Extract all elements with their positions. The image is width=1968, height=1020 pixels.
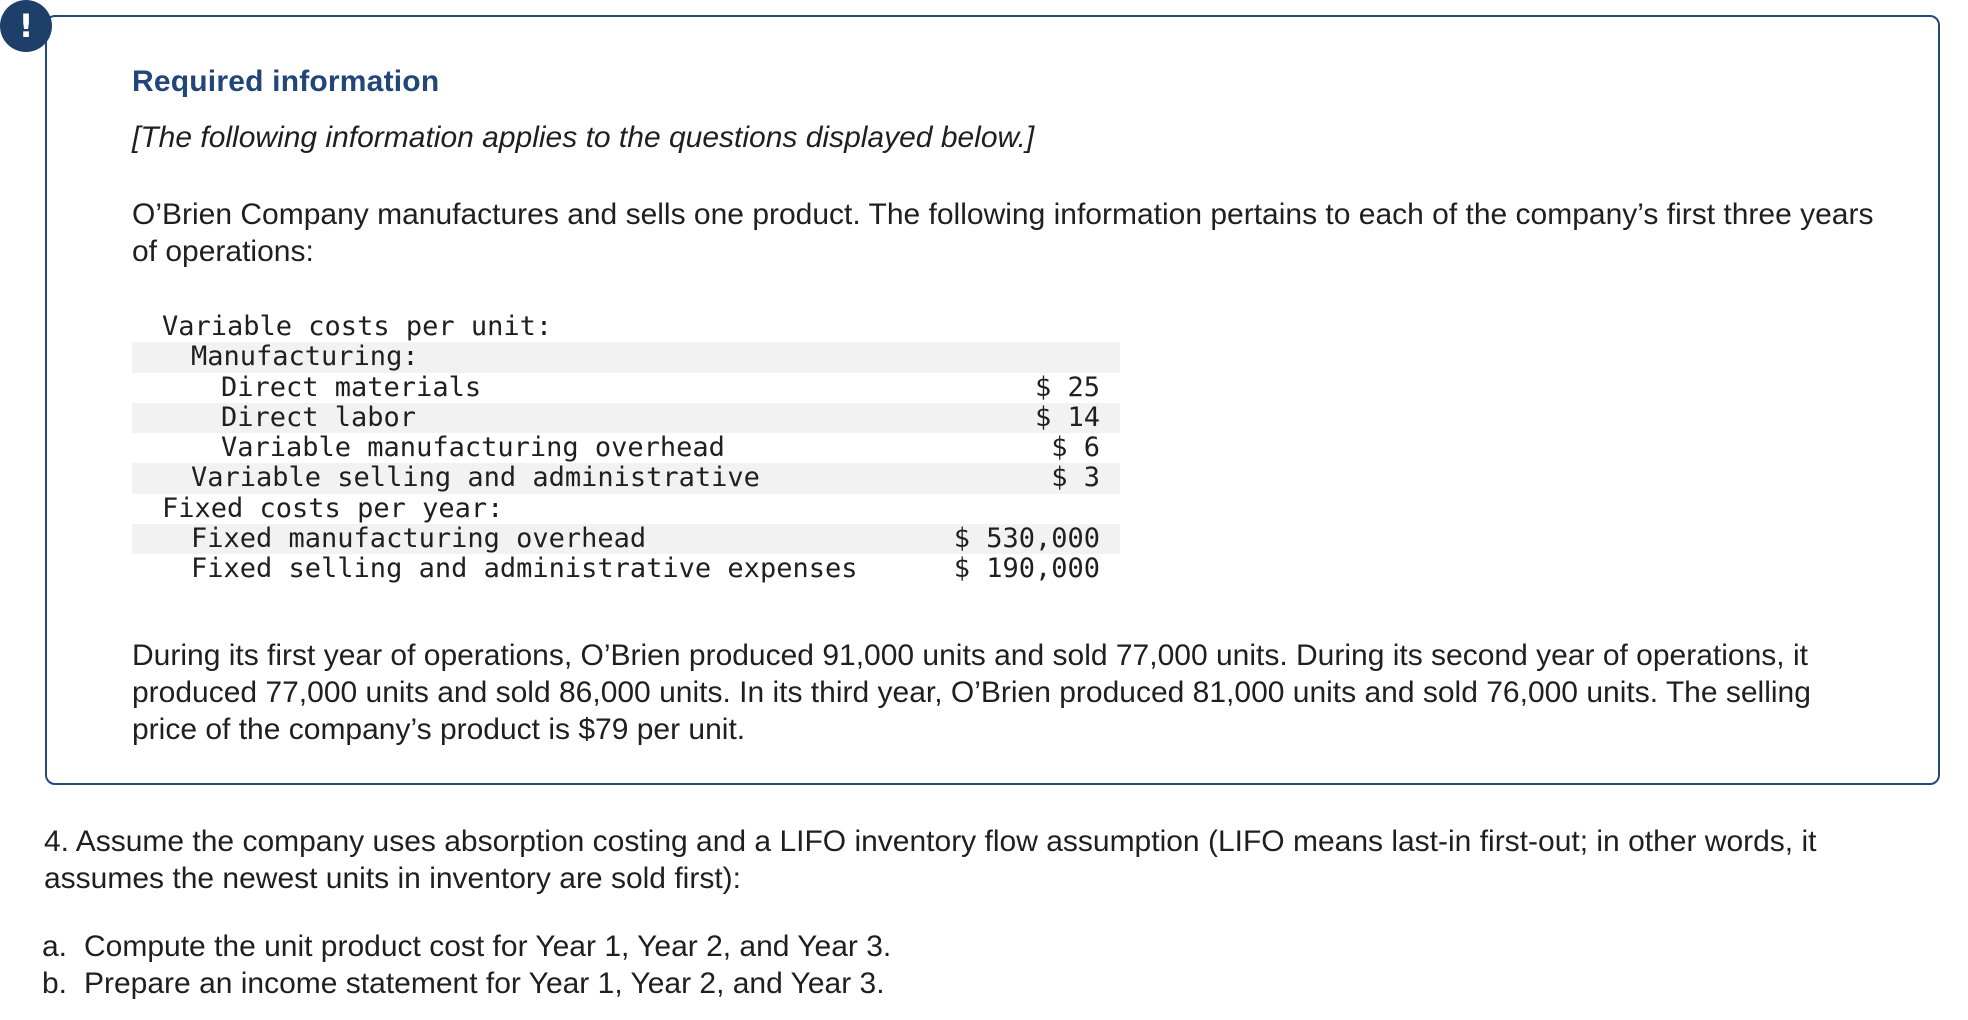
box-title: Required information: [132, 65, 440, 98]
cost-table: [132, 312, 1120, 585]
cost-value: $ 14: [1034, 401, 1100, 433]
task-letter: b.: [42, 967, 68, 1000]
cost-row: [132, 554, 1120, 584]
cost-value: $ 25: [1034, 371, 1100, 403]
cost-label: Direct materials: [221, 371, 482, 403]
cost-row: [132, 524, 1120, 554]
cost-label: Variable manufacturing overhead: [221, 432, 725, 464]
cost-label: Fixed manufacturing overhead: [191, 523, 647, 555]
cost-value: $ 530,000: [953, 523, 1100, 555]
cost-label: Fixed selling and administrative expenses: [191, 553, 858, 585]
cost-label: Direct labor: [221, 401, 417, 433]
question-text: 4. Assume the company uses absorption costing and a LIFO inventory flow assumption (LIFO means last-in first-out; in other words, it assumes the newest units in inventory are sold first):: [44, 825, 1817, 895]
cost-row: [132, 373, 1120, 403]
cost-row: [132, 342, 1120, 372]
cost-row: [132, 433, 1120, 463]
list-item: [42, 965, 891, 1002]
task-text: Prepare an income statement for Year 1, Year 2, and Year 3.: [84, 967, 885, 1000]
cost-value: $ 3: [1051, 462, 1100, 494]
box-note: [The following information applies to the questions displayed below.]: [132, 121, 1035, 154]
intro-paragraph: O’Brien Company manufactures and sells one product. The following information pertains to each of the company’s first three years of operations:: [132, 198, 1874, 268]
cost-label: Variable selling and administrative: [191, 462, 760, 494]
cost-value: $ 190,000: [953, 553, 1100, 585]
task-letter: a.: [42, 930, 68, 963]
alert-icon: !: [0, 0, 52, 52]
cost-label: Manufacturing:: [191, 341, 419, 373]
list-item: [42, 928, 891, 965]
task-text: Compute the unit product cost for Year 1, Year 2, and Year 3.: [84, 930, 892, 963]
cost-value: $ 6: [1051, 432, 1100, 464]
cost-row: [132, 463, 1120, 493]
cost-label: Fixed costs per year:: [162, 492, 504, 524]
cost-row: [132, 312, 1120, 342]
operations-paragraph: During its first year of operations, O’Brien produced 91,000 units and sold 77,000 units. During its second year of operations, it produced 77,000 units and sold 86,000 units. In its third year, O’Brien produced 81,000 units and sold 76,000 units. The selling price of the company’s product is $79 per unit.: [132, 639, 1811, 746]
required-information-box: [45, 15, 1940, 785]
cost-row: [132, 494, 1120, 524]
task-list: [42, 928, 891, 1002]
cost-row: [132, 403, 1120, 433]
cost-label: Variable costs per unit:: [162, 311, 553, 342]
